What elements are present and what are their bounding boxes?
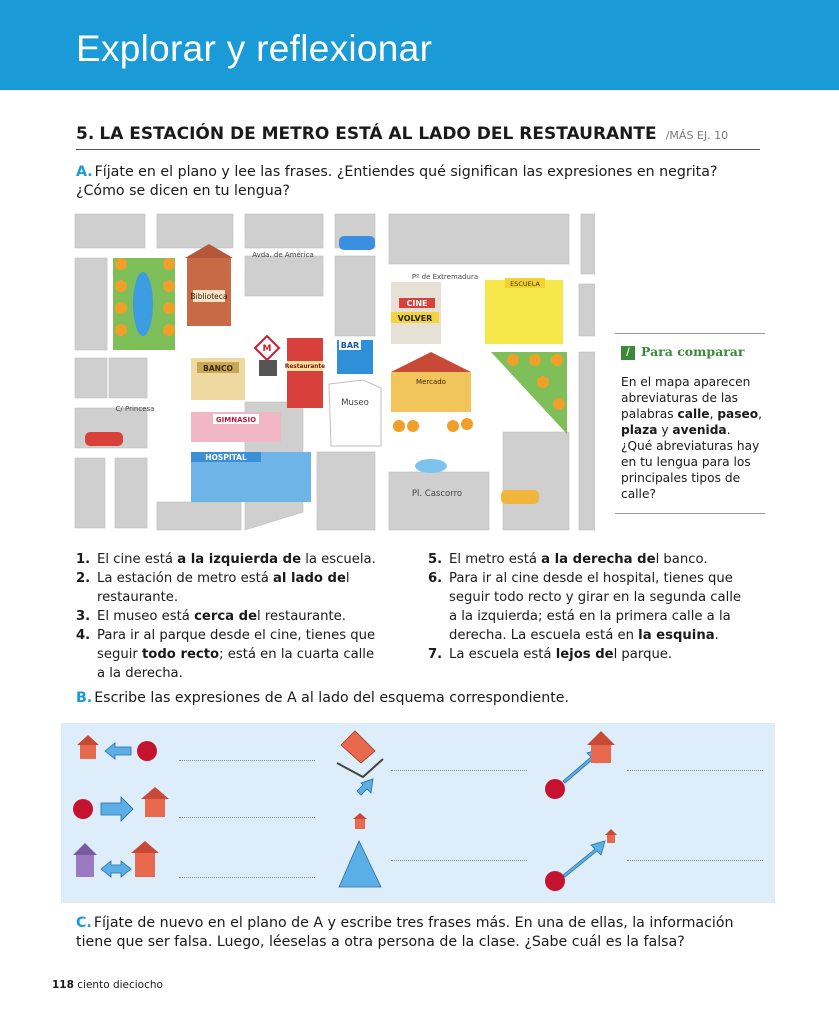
sentence-item: 1. El cine está a la izquierda de la escuela.: [76, 552, 376, 567]
page-title: Explorar y reflexionar: [76, 28, 433, 69]
label-cine: CINE: [406, 299, 428, 308]
exercise-c-line-2: tiene que ser falsa. Luego, léeselas a otra persona de la clase. ¿Sabe cuál es la falsa?: [76, 934, 685, 950]
sentence-list-left: [76, 550, 406, 683]
compare-box: [615, 333, 765, 514]
label-hospital: HOSPITAL: [205, 453, 247, 462]
building-biblioteca: [185, 244, 233, 326]
answer-line[interactable]: [179, 877, 315, 878]
label-metro: M: [262, 344, 272, 354]
label-volver: VOLVER: [397, 314, 433, 323]
building-museo: [329, 380, 381, 446]
section-number: 5.: [76, 124, 95, 144]
exercise-a-line-1: Fíjate en el plano y lee las frases. ¿Entiendes qué significan las expresiones en negrita?: [94, 164, 718, 180]
compare-title: [621, 344, 745, 360]
compare-line: principales tipos de: [621, 471, 741, 485]
compare-badge: /: [621, 346, 635, 360]
compare-title-text: Para comparar: [641, 344, 745, 359]
building-gimnasio: [191, 412, 281, 442]
park-pond: [133, 272, 153, 336]
label-escuela: ESCUELA: [510, 280, 540, 288]
label-pl-cascorro: Pl. Cascorro: [411, 489, 463, 499]
exercise-c-letter: C.: [76, 915, 92, 931]
page-number-text: ciento dieciocho: [77, 979, 163, 991]
diagram-straight: [339, 813, 381, 887]
compare-line: plaza y avenida.: [621, 423, 731, 437]
compare-line: ¿Qué abreviaturas hay: [621, 439, 760, 453]
label-gimnasio: GIMNASIO: [215, 416, 257, 424]
answer-line[interactable]: [391, 860, 527, 861]
car-blue: [339, 236, 375, 250]
exercise-c-instructions: [76, 914, 776, 952]
compare-line: palabras calle, paseo,: [621, 407, 763, 421]
sentence-list-right: [428, 550, 763, 664]
fountain: [415, 459, 447, 473]
compare-line: En el mapa aparecen: [621, 375, 751, 389]
compare-text: [621, 374, 763, 502]
label-po-extremadura: Pº de Extremadura: [411, 273, 479, 281]
compare-line: abreviaturas de las: [621, 391, 739, 405]
section-title: LA ESTACIÓN DE METRO ESTÁ AL LADO DEL RESTAURANTE: [99, 124, 657, 144]
compare-line: calle?: [621, 487, 656, 501]
label-restaurante: Restaurante: [284, 364, 326, 370]
diagram-right-of: [73, 787, 169, 821]
exercise-b-instructions: [76, 689, 766, 708]
diagram-left-of: [77, 735, 157, 761]
label-c-princesa: C/ Princesa: [115, 405, 155, 413]
section-heading: [76, 124, 760, 150]
building-cine: [391, 282, 441, 344]
building-escuela: [485, 278, 563, 344]
exercise-a-letter: A.: [76, 164, 93, 180]
exercise-b-letter: B.: [76, 690, 93, 706]
building-banco: [191, 358, 245, 400]
car-red: [85, 432, 123, 446]
label-bar: BAR: [340, 341, 360, 350]
compare-line: en tu lengua para los: [621, 455, 751, 469]
exercise-c-line-1: Fíjate de nuevo en el plano de A y escribe tres frases más. En una de ellas, la información: [93, 915, 734, 931]
answer-line[interactable]: [391, 770, 527, 771]
sentence-item: 6. Para ir al cine desde el hospital, tienes que seguir todo recto y girar en la segunda calle a la izquierda; está en la primera calle a la derecha. La escuela está en la esquina.: [428, 571, 742, 643]
sentence-item: 2. La estación de metro está al lado del restaurante.: [76, 571, 350, 605]
sentence-item: 7. La escuela está lejos del parque.: [428, 647, 673, 662]
building-hospital: [191, 452, 311, 502]
label-banco: BANCO: [203, 364, 233, 373]
page-header: [0, 0, 839, 90]
exercise-b-panel: [61, 723, 775, 903]
label-avda-america: Avda. de América: [252, 251, 314, 259]
exercise-a-line-2: ¿Cómo se dicen en tu lengua?: [76, 183, 290, 199]
exercise-b-diagrams: [61, 723, 775, 903]
page-footer: [52, 979, 163, 991]
page-number: 118: [52, 979, 74, 991]
city-map: [73, 212, 595, 532]
exercise-a-instructions: [76, 163, 766, 201]
building-restaurante: [285, 338, 325, 408]
diagram-far: [545, 829, 617, 891]
answer-line[interactable]: [179, 817, 315, 818]
sentence-item: 5. El metro está a la derecha del banco.: [428, 552, 708, 567]
label-biblioteca: Biblioteca: [190, 292, 228, 301]
exercise-b-text: Escribe las expresiones de A al lado del esquema correspondiente.: [94, 690, 570, 706]
label-museo: Museo: [341, 398, 369, 408]
answer-line[interactable]: [179, 760, 315, 761]
sentence-item: 3. El museo está cerca del restaurante.: [76, 609, 346, 624]
diagram-corner: [337, 731, 383, 795]
answer-line[interactable]: [627, 860, 763, 861]
diagram-next-to: [73, 841, 159, 877]
diagram-near: [545, 731, 615, 799]
answer-line[interactable]: [627, 770, 763, 771]
building-bar: [337, 340, 373, 374]
label-mercado: Mercado: [416, 378, 446, 386]
section-reference: /MÁS EJ. 10: [665, 129, 729, 142]
sentence-item: 4. Para ir al parque desde el cine, tienes que seguir todo recto; está en la cuarta calle a la derecha.: [76, 628, 376, 681]
car-yellow: [501, 490, 539, 504]
